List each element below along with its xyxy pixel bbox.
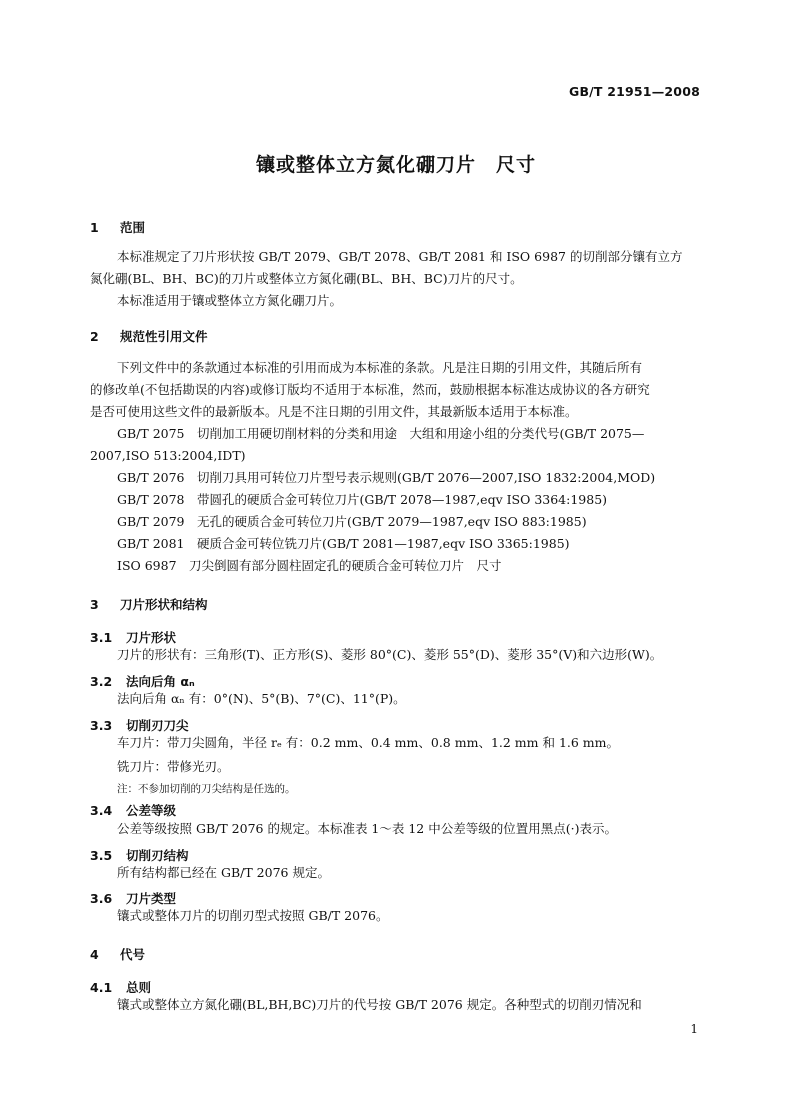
subsection-number: 4.1 [90,980,113,995]
paragraph: 所有结构都已经在 GB/T 2076 规定。 [117,865,330,880]
subsection-number: 3.3 [90,718,113,733]
paragraph: 本标准适用于镶或整体立方氮化硼刀片。 [117,293,343,308]
reference-item: GB/T 2081 硬质合金可转位铣刀片(GB/T 2081—1987,eqv ISO 3365:1985) [117,536,570,551]
section-number: 4 [90,947,99,962]
subsection-title: 公差等级 [126,803,177,818]
section-4-heading [90,945,145,963]
subsection-title: 刀片形状 [126,630,177,645]
section-number: 3 [90,597,99,612]
reference-item: GB/T 2078 带圆孔的硬质合金可转位刀片(GB/T 2078—1987,eqv ISO 3364:1985) [117,492,608,507]
reference-item: 2007,ISO 513:2004,IDT) [90,448,246,463]
section-title: 代号 [120,947,146,962]
paragraph: 铣刀片：带修光刃。 [117,759,230,774]
subsection-number: 3.2 [90,674,113,689]
paragraph: 镶式或整体立方氮化硼(BL,BH,BC)刀片的代号按 GB/T 2076 规定。各种型式的切削刃情况和 [117,997,642,1012]
section-number: 2 [90,329,99,344]
note: 注：不参加切削的刀尖结构是任选的。 [117,783,296,795]
subsection-number: 3.1 [90,630,113,645]
standard-number: GB/T 21951—2008 [568,84,700,99]
section-title: 刀片形状和结构 [120,597,208,612]
paragraph: 是否可使用这些文件的最新版本。凡是不注日期的引用文件，其最新版本适用于本标准。 [90,404,578,419]
document-title: 镶或整体立方氮化硼刀片 尺寸 [255,154,536,176]
paragraph: 公差等级按照 GB/T 2076 的规定。本标准表 1～表 12 中公差等级的位置用黑点(·)表示。 [117,821,617,836]
paragraph: 下列文件中的条款通过本标准的引用而成为本标准的条款。凡是注日期的引用文件，其随后所有 [117,360,643,375]
subsection-number: 3.4 [90,803,113,818]
reference-item: GB/T 2075 切削加工用硬切削材料的分类和用途 大组和用途小组的分类代号(GB/T 2075— [117,426,645,441]
subsection-title: 切削刃刀尖 [126,718,189,733]
paragraph: 本标准规定了刀片形状按 GB/T 2079、GB/T 2078、GB/T 2081 和 ISO 6987 的切削部分镶有立方 [117,249,683,264]
page-number: 1 [690,1022,698,1036]
paragraph: 车刀片：带刀尖圆角，半径 rₑ 有：0.2 mm、0.4 mm、0.8 mm、1.2 mm 和 1.6 mm。 [117,735,620,750]
subsection-title: 总则 [126,980,152,995]
section-number: 1 [90,220,99,235]
subsection-title: 法向后角 αₙ [126,674,195,689]
paragraph: 刀片的形状有：三角形(T)、正方形(S)、菱形 80°(C)、菱形 55°(D)、菱形 35°(V)和六边形(W)。 [117,647,663,662]
paragraph: 镶式或整体刀片的切削刃型式按照 GB/T 2076。 [117,908,389,923]
reference-item: GB/T 2076 切削刀具用可转位刀片型号表示规则(GB/T 2076—2007,ISO 1832:2004,MOD) [117,470,656,485]
section-title: 范围 [120,220,146,235]
subsection-number: 3.5 [90,848,113,863]
section-title: 规范性引用文件 [120,329,208,344]
reference-item: ISO 6987 刀尖倒圆有部分圆柱固定孔的硬质合金可转位刀片 尺寸 [117,558,502,573]
subsection-title: 刀片类型 [126,891,177,906]
paragraph: 氮化硼(BL、BH、BC)的刀片或整体立方氮化硼(BL、BH、BC)刀片的尺寸。 [90,271,523,286]
subsection-title: 切削刃结构 [126,848,189,863]
section-1-heading [90,218,145,236]
subsection-number: 3.6 [90,891,113,906]
section-2-heading [90,327,208,345]
paragraph: 的修改单(不包括勘误的内容)或修订版均不适用于本标准，然而，鼓励根据本标准达成协议的各方研究 [90,382,650,397]
paragraph: 法向后角 αₙ 有：0°(N)、5°(B)、7°(C)、11°(P)。 [117,691,406,706]
reference-item: GB/T 2079 无孔的硬质合金可转位刀片(GB/T 2079—1987,eqv ISO 883:1985) [117,514,587,529]
section-3-heading [90,595,208,613]
subsection-heading [90,801,176,819]
